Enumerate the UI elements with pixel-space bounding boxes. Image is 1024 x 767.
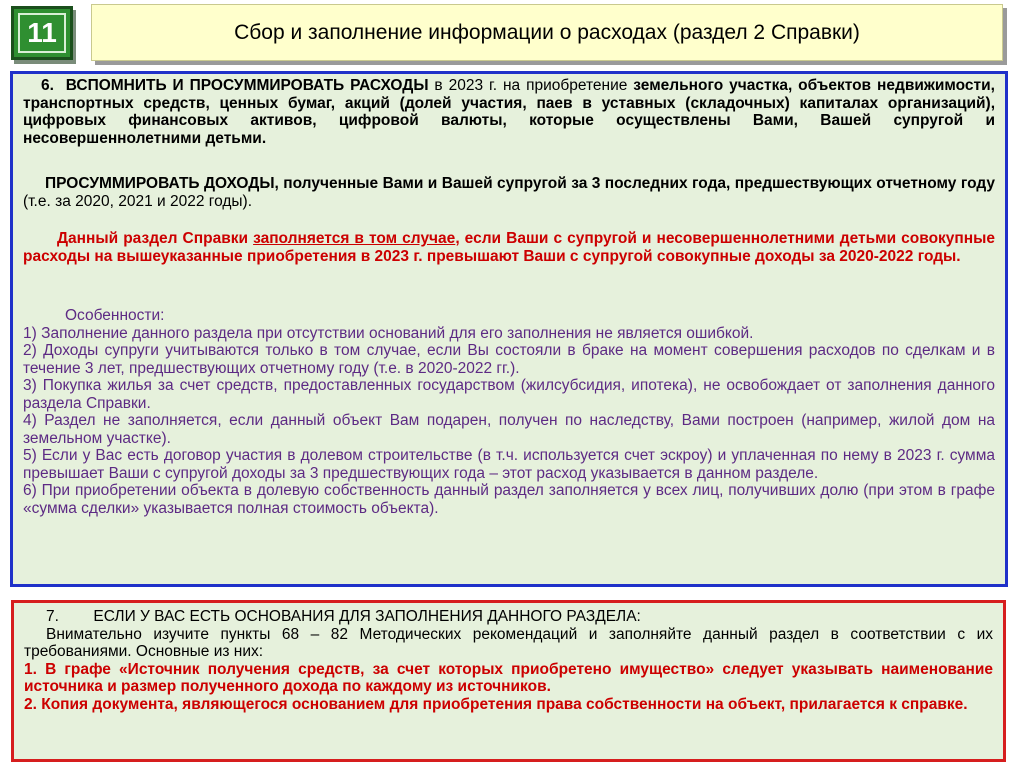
section-7-heading: 7. ЕСЛИ У ВАС ЕСТЬ ОСНОВАНИЯ ДЛЯ ЗАПОЛНЕНИЯ ДАННОГО РАЗДЕЛА:	[46, 608, 641, 625]
section-6-panel	[10, 71, 1008, 587]
section-7-item-2: 2. Копия документа, являющегося основанием для приобретения права собственности на объект, прилагается к справке.	[24, 695, 968, 713]
features-title: Особенности:	[65, 307, 165, 324]
feature-item: 6) При приобретении объекта в долевую собственность данный раздел заполняется у всех лиц, получивших долю (при этом в графе «сумма сделки» указывается полная стоимость объекта).	[23, 482, 995, 517]
income-years: (т.е. за 2020, 2021 и 2022 годы).	[23, 192, 252, 210]
section-6-paragraph-2	[23, 175, 995, 210]
section-7-block	[24, 608, 993, 713]
condition-underlined: заполняется в том случае	[253, 230, 456, 247]
slide-number-box	[11, 6, 73, 60]
feature-item: 5) Если у Вас есть договор участия в долевом строительстве (в т.ч. используется счет эскроу) и уплаченная по нему в 2023 г. сумма превышает Ваши с супругой доходы за 3 предшествующих года – этот расход указывается в данном разделе.	[23, 447, 995, 482]
section-6-paragraph-1	[23, 77, 995, 147]
section-7-intro: Внимательно изучите пункты 68 – 82 Методических рекомендаций и заполняйте данный раздел в соответствии с их требованиями. Основные из них:	[24, 625, 993, 660]
feature-item: 3) Покупка жилья за счет средств, предоставленных государством (жилсубсидия, ипотека), не освобождает от заполнения данного раздела Справки.	[23, 377, 995, 412]
section-6-heading: ВСПОМНИТЬ И ПРОСУММИРОВАТЬ РАСХОДЫ	[65, 77, 429, 94]
condition-text-end: , если Ваши с супругой и несовершеннолетними детьми совокупные расходы на вышеуказанные приобретения в 2023 г. превышают Ваши с супругой совокупные доходы за 2020-2022 годы.	[23, 230, 995, 265]
feature-item: 4) Раздел не заполняется, если данный объект Вам подарен, получен по наследству, Вами построен (например, жилой дом на земельном участке).	[23, 412, 995, 447]
title-box	[91, 4, 1003, 61]
section-6-items: земельного участка, объектов недвижимости, транспортных средств, ценных бумаг, акций (долей участия, паев в уставных (складочных) капиталах организаций), цифровых финансовых активов, цифровой валюты, которые осуществлены Вами, Вашей супругой и несовершеннолетними детьми.	[23, 77, 995, 147]
section-6-number: 6.	[41, 77, 54, 94]
slide-number: 11	[27, 17, 57, 48]
income-text: , полученные Вами и Вашей супругой за 3 последних года, предшествующих отчетному году	[274, 175, 996, 192]
condition-text-start: Данный раздел Справки	[57, 230, 254, 247]
section-7-item-1: 1. В графе «Источник получения средств, за счет которых приобретено имущество» следует указывать наименование источника и размер полученного дохода по каждому из источников.	[24, 660, 993, 695]
income-heading: ПРОСУММИРОВАТЬ ДОХОДЫ	[45, 175, 275, 192]
section-6-text: в 2023 г. на приобретение	[428, 77, 634, 94]
page-title: Сбор и заполнение информации о расходах (раздел 2 Справки)	[234, 21, 860, 44]
feature-item: 2) Доходы супруги учитываются только в том случае, если Вы состояли в браке на момент совершения расходов по сделкам и в течение 3 лет, предшествующих отчетному году (т.е. в 2020-2022 гг.).	[23, 342, 995, 377]
feature-item: 1) Заполнение данного раздела при отсутствии оснований для его заполнения не является ошибкой.	[23, 324, 754, 342]
features-block	[23, 307, 995, 517]
section-7-panel	[11, 600, 1006, 762]
section-6-paragraph-3	[23, 230, 995, 265]
